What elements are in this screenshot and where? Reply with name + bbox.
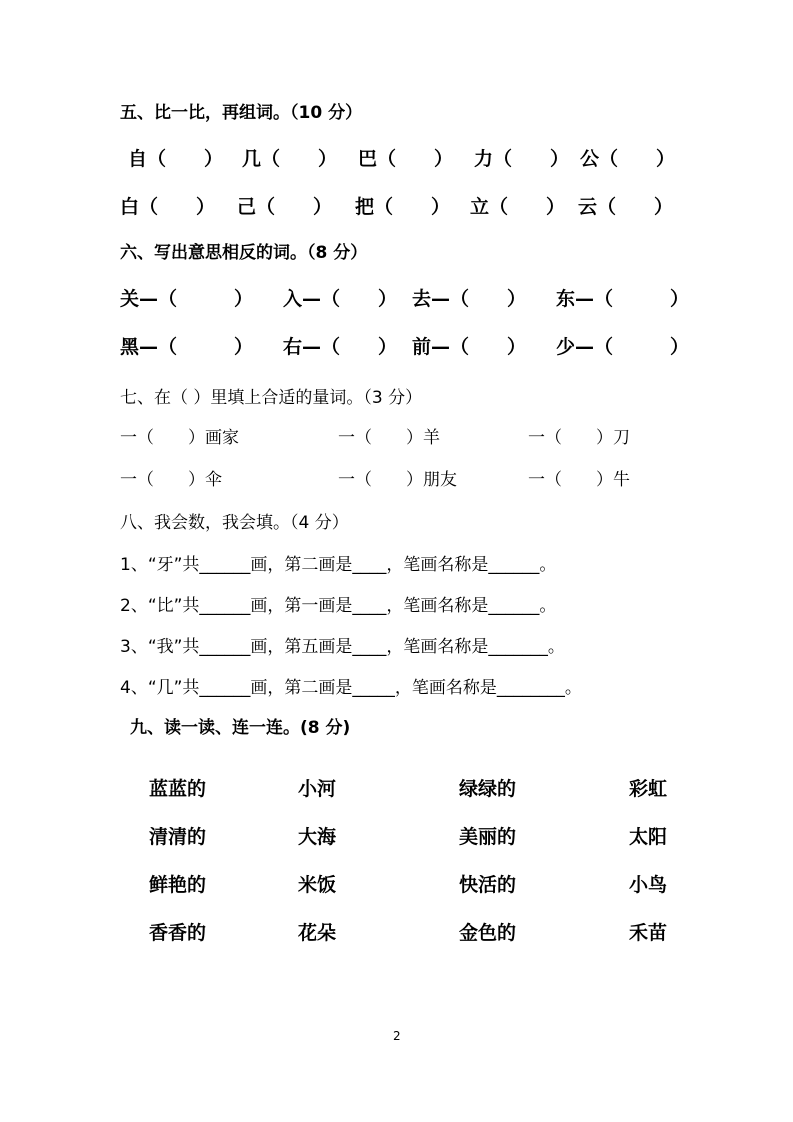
s6-r2-c4: 少—（ ） bbox=[556, 336, 690, 358]
s9-r2-c4: 太阳 bbox=[629, 826, 668, 848]
s5-r2-c2: 己（ ） bbox=[237, 196, 333, 218]
s9-r3-c3: 快活的 bbox=[459, 874, 517, 896]
s6-r1-c1: 关—（ ） bbox=[120, 288, 254, 310]
s7-r1-c3: 一（ ）刀 bbox=[528, 428, 630, 448]
section-9-title: 九、读一读、连一连。(8 分) bbox=[130, 718, 351, 738]
s8-item-2: 2、“比”共______画，第一画是____，笔画名称是______。 bbox=[120, 596, 557, 616]
section-7-title: 七、在（ ）里填上合适的量词。（3 分） bbox=[120, 388, 423, 408]
s5-r1-c5: 公（ ） bbox=[580, 148, 676, 170]
s5-r2-c3: 把（ ） bbox=[355, 196, 451, 218]
s5-r2-c5: 云（ ） bbox=[578, 196, 674, 218]
s7-r1-c2: 一（ ）羊 bbox=[338, 428, 440, 448]
s9-r4-c1: 香香的 bbox=[149, 922, 207, 944]
s9-r4-c3: 金色的 bbox=[459, 922, 517, 944]
s7-r2-c2: 一（ ）朋友 bbox=[338, 470, 457, 490]
s6-r2-c1: 黑—（ ） bbox=[120, 336, 254, 358]
s6-r2-c3: 前—（ ） bbox=[412, 336, 527, 358]
s5-r1-c3: 巴（ ） bbox=[358, 148, 454, 170]
s6-r2-c2: 右—（ ） bbox=[283, 336, 398, 358]
s6-r1-c2: 入—（ ） bbox=[283, 288, 398, 310]
s9-r1-c4: 彩虹 bbox=[629, 778, 668, 800]
s5-r1-c1: 自（ ） bbox=[128, 148, 224, 170]
s9-r1-c2: 小河 bbox=[298, 778, 337, 800]
s8-item-4: 4、“几”共______画，第二画是_____，笔画名称是________。 bbox=[120, 678, 582, 698]
section-6-title: 六、写出意思相反的词。（8 分） bbox=[120, 243, 368, 263]
s6-r1-c4: 东—（ ） bbox=[556, 288, 690, 310]
s9-r4-c2: 花朵 bbox=[298, 922, 337, 944]
s9-r3-c1: 鲜艳的 bbox=[149, 874, 207, 896]
s5-r2-c4: 立（ ） bbox=[470, 196, 566, 218]
s9-r3-c4: 小鸟 bbox=[629, 874, 668, 896]
s9-r2-c1: 清清的 bbox=[149, 826, 207, 848]
s7-r1-c1: 一（ ）画家 bbox=[120, 428, 239, 448]
page-number: 2 bbox=[393, 1029, 401, 1043]
section-5-title: 五、比一比，再组词。（10 分） bbox=[120, 103, 363, 123]
s9-r1-c3: 绿绿的 bbox=[459, 778, 517, 800]
s9-r1-c1: 蓝蓝的 bbox=[149, 778, 207, 800]
s6-r1-c3: 去—（ ） bbox=[412, 288, 527, 310]
s7-r2-c1: 一（ ）伞 bbox=[120, 470, 222, 490]
s5-r1-c4: 力（ ） bbox=[474, 148, 570, 170]
s8-item-1: 1、“牙”共______画，第二画是____，笔画名称是______。 bbox=[120, 555, 557, 575]
s9-r4-c4: 禾苗 bbox=[629, 922, 668, 944]
s5-r1-c2: 几（ ） bbox=[242, 148, 338, 170]
s8-item-3: 3、“我”共______画，第五画是____，笔画名称是_______。 bbox=[120, 637, 565, 657]
s9-r2-c3: 美丽的 bbox=[459, 826, 517, 848]
s5-r2-c1: 白（ ） bbox=[120, 196, 216, 218]
s7-r2-c3: 一（ ）牛 bbox=[528, 470, 630, 490]
section-8-title: 八、我会数，我会填。（4 分） bbox=[120, 513, 349, 533]
s9-r2-c2: 大海 bbox=[298, 826, 337, 848]
s9-r3-c2: 米饭 bbox=[298, 874, 337, 896]
